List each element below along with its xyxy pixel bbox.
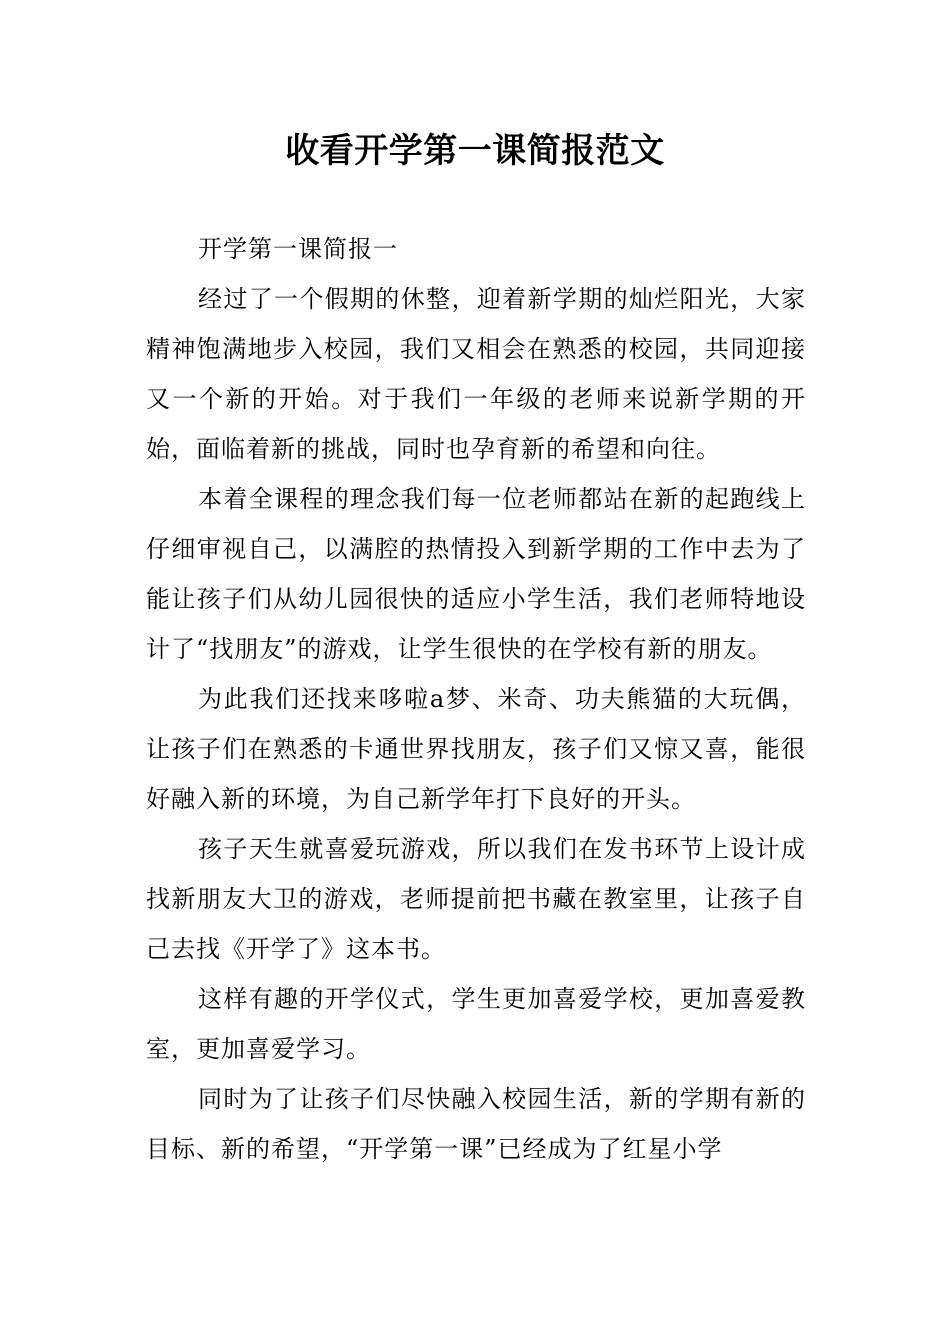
paragraph: 这样有趣的开学仪式，学生更加喜爱学校，更加喜爱教室，更加喜爱学习。: [146, 985, 806, 1063]
document-title: 收看开学第一课简报范文: [285, 131, 665, 171]
paragraph: 为此我们还找来哆啦a梦、米奇、功夫熊猫的大玩偶，让孩子们在熟悉的卡通世界找朋友，孩子们又惊又喜，能很好融入新的环境，为自己新学年打下良好的开头。: [146, 685, 806, 813]
document-body: [146, 224, 806, 1174]
section-heading: 开学第一课简报一: [198, 235, 398, 263]
paragraph: 经过了一个假期的休整，迎着新学期的灿烂阳光，大家精神饱满地步入校园，我们又相会在熟悉的校园，共同迎接又一个新的开始。对于我们一年级的老师来说新学期的开始，面临着新的挑战，同时也孕育新的希望和向往。: [146, 285, 806, 463]
paragraph: 本着全课程的理念我们每一位老师都站在新的起跑线上仔细审视自己，以满腔的热情投入到新学期的工作中去为了能让孩子们从幼儿园很快的适应小学生活，我们老师特地设计了“找朋友”的游戏，让学生很快的在学校有新的朋友。: [146, 485, 806, 663]
paragraph: 同时为了让孩子们尽快融入校园生活，新的学期有新的目标、新的希望，“开学第一课”已经成为了红星小学: [146, 1085, 806, 1163]
paragraph: 孩子天生就喜爱玩游戏，所以我们在发书环节上设计成找新朋友大卫的游戏，老师提前把书藏在教室里，让孩子自己去找《开学了》这本书。: [146, 835, 806, 963]
